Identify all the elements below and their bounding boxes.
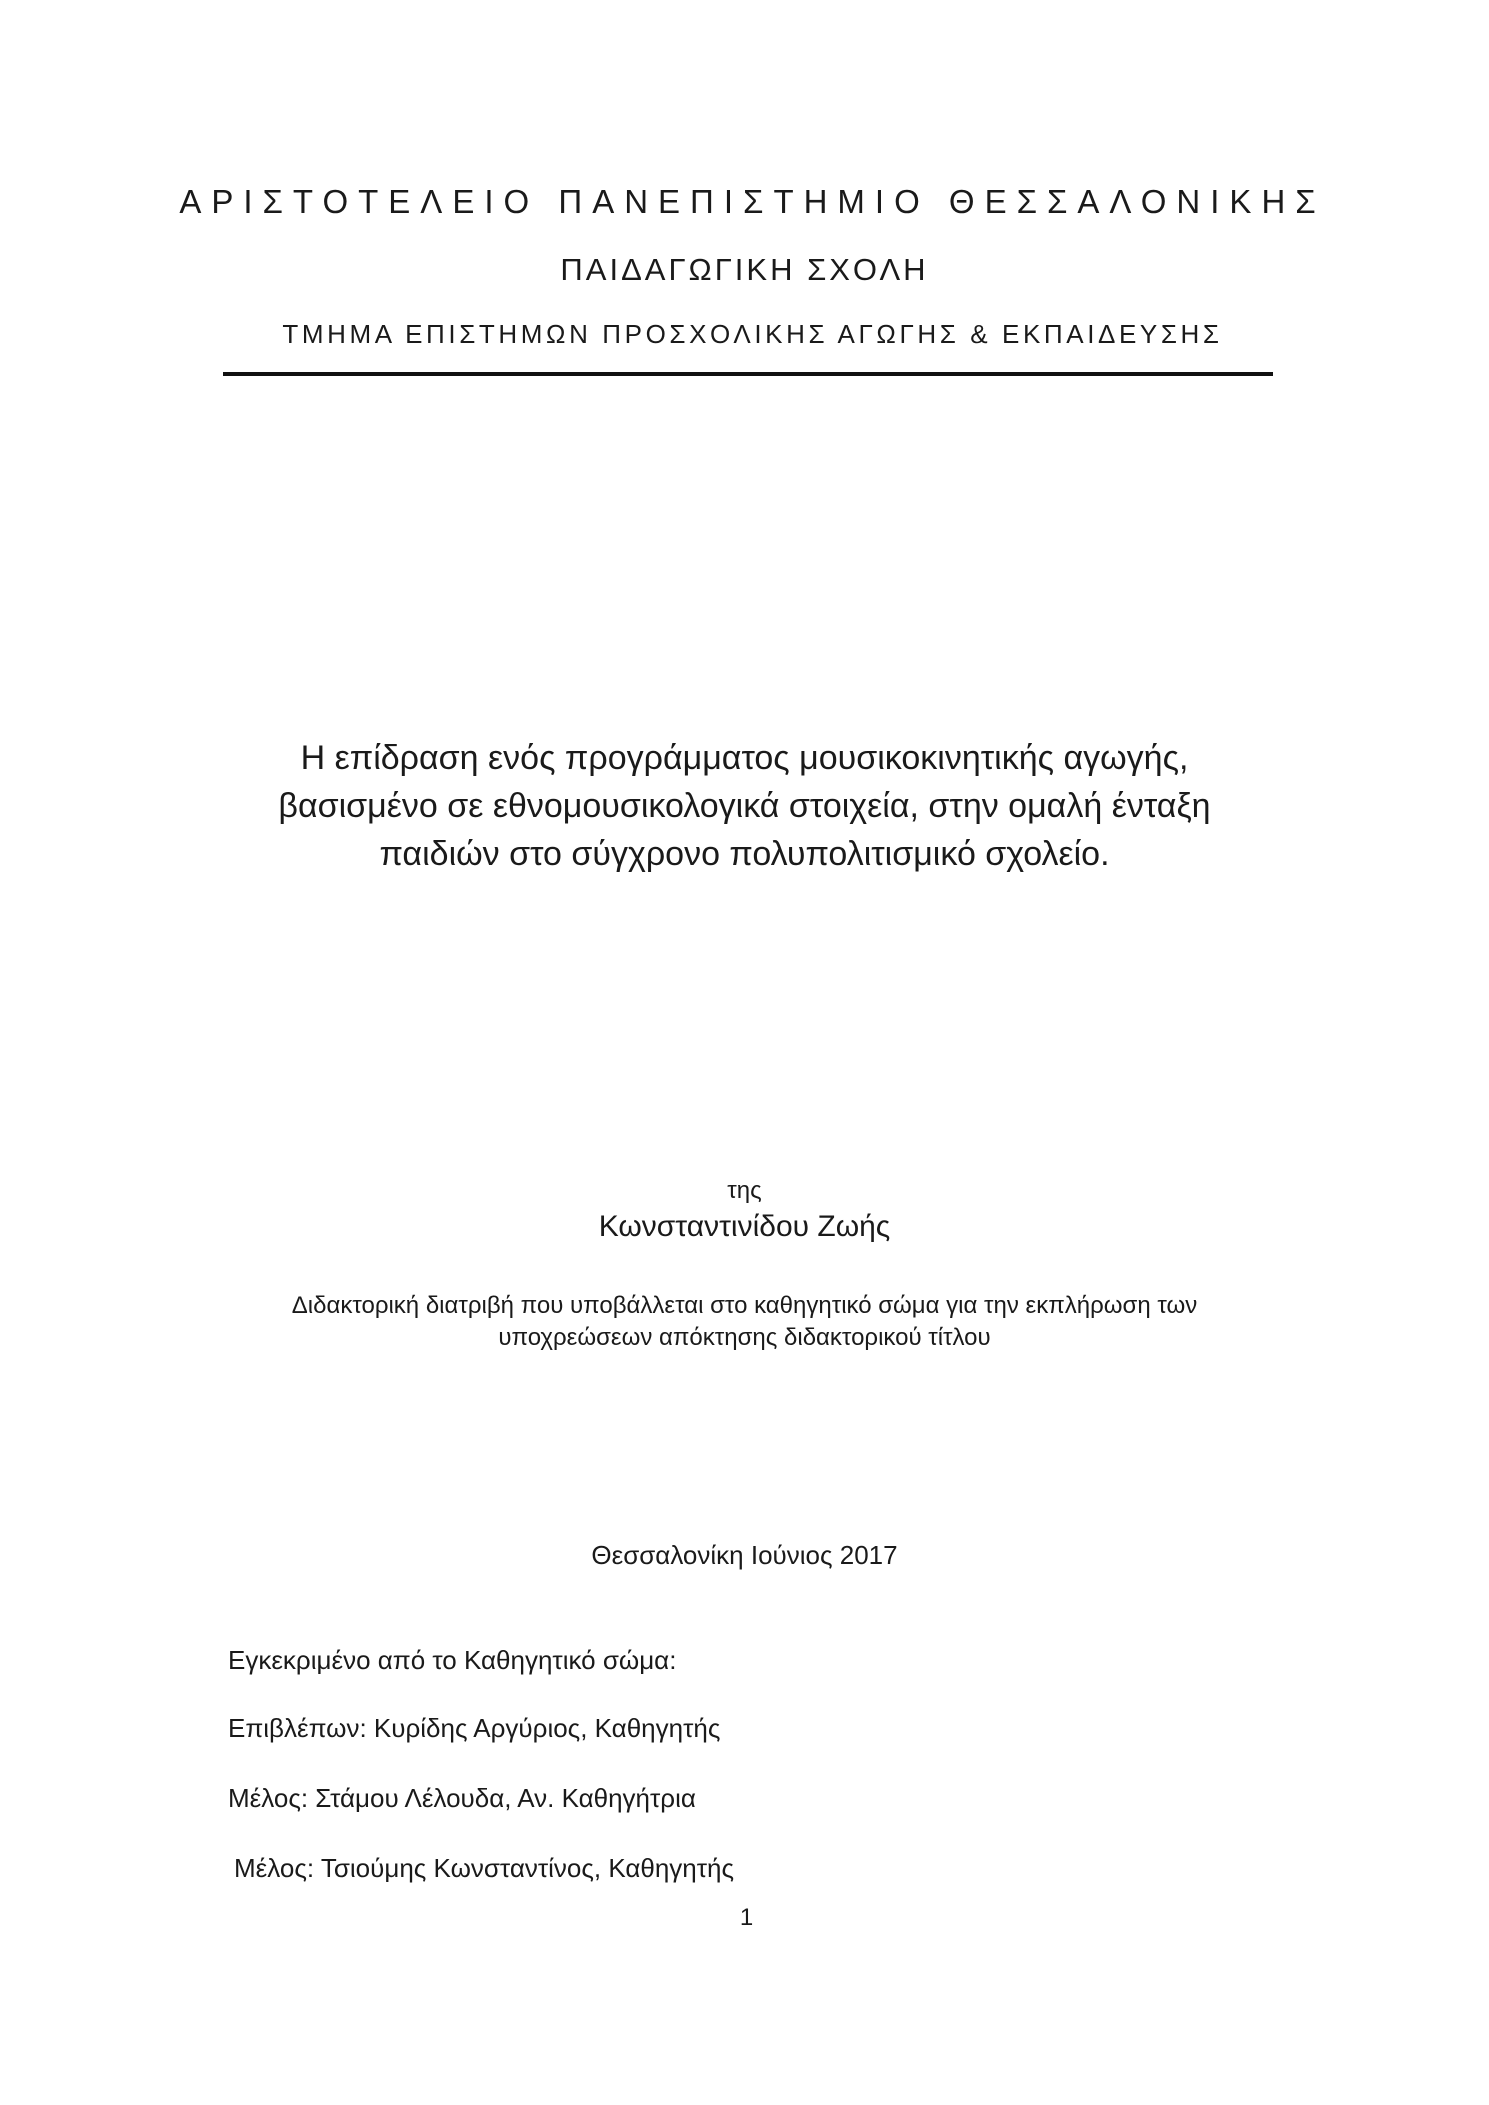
school-name: ΠΑΙΔΑΓΩΓΙΚΗ ΣΧΟΛΗ xyxy=(560,252,929,287)
thesis-description xyxy=(0,1290,1489,1354)
department-name: ΤΜΗΜΑ ΕΠΙΣΤΗΜΩΝ ΠΡΟΣΧΟΛΙΚΗΣ ΑΓΩΓΗΣ & ΕΚΠΑΙΔΕΥΣΗΣ xyxy=(282,319,1223,349)
author-prefix: της xyxy=(727,1177,762,1204)
page-number: 1 xyxy=(739,1904,754,1931)
description-line: Διδακτορική διατριβή που υποβάλλεται στο καθηγητικό σώμα για την εκπλήρωση των xyxy=(291,1292,1198,1319)
thesis-title-line: βασισμένο σε εθνομουσικολογικά στοιχεία, στην ομαλή ένταξη xyxy=(278,787,1211,825)
committee-supervisor: Επιβλέπων: Κυρίδης Αργύριος, Καθηγητής xyxy=(228,1713,721,1743)
committee-member: Μέλος: Τσιούμης Κωνσταντίνος, Καθηγητής xyxy=(234,1853,735,1883)
header-divider xyxy=(223,372,1273,376)
description-line: υποχρεώσεων απόκτησης διδακτορικού τίτλου xyxy=(498,1324,991,1351)
thesis-title-line: Η επίδραση ενός προγράμματος μουσικοκινητικής αγωγής, xyxy=(300,739,1189,777)
committee-heading: Εγκεκριμένο από το Καθηγητικό σώμα: xyxy=(228,1645,677,1675)
author-name: Κωνσταντινίδου Ζωής xyxy=(598,1210,891,1243)
university-name: ΑΡΙΣΤΟΤΕΛΕΙΟ ΠΑΝΕΠΙΣΤΗΜΙΟ ΘΕΣΣΑΛΟΝΙΚΗΣ xyxy=(179,183,1326,220)
thesis-title-line: παιδιών στο σύγχρονο πολυπολιτισμικό σχολείο. xyxy=(379,835,1110,873)
place-date: Θεσσαλονίκη Ιούνιος 2017 xyxy=(591,1540,898,1570)
thesis-title xyxy=(0,734,1489,878)
committee-member: Μέλος: Στάμου Λέλουδα, Αν. Καθηγήτρια xyxy=(228,1783,696,1813)
